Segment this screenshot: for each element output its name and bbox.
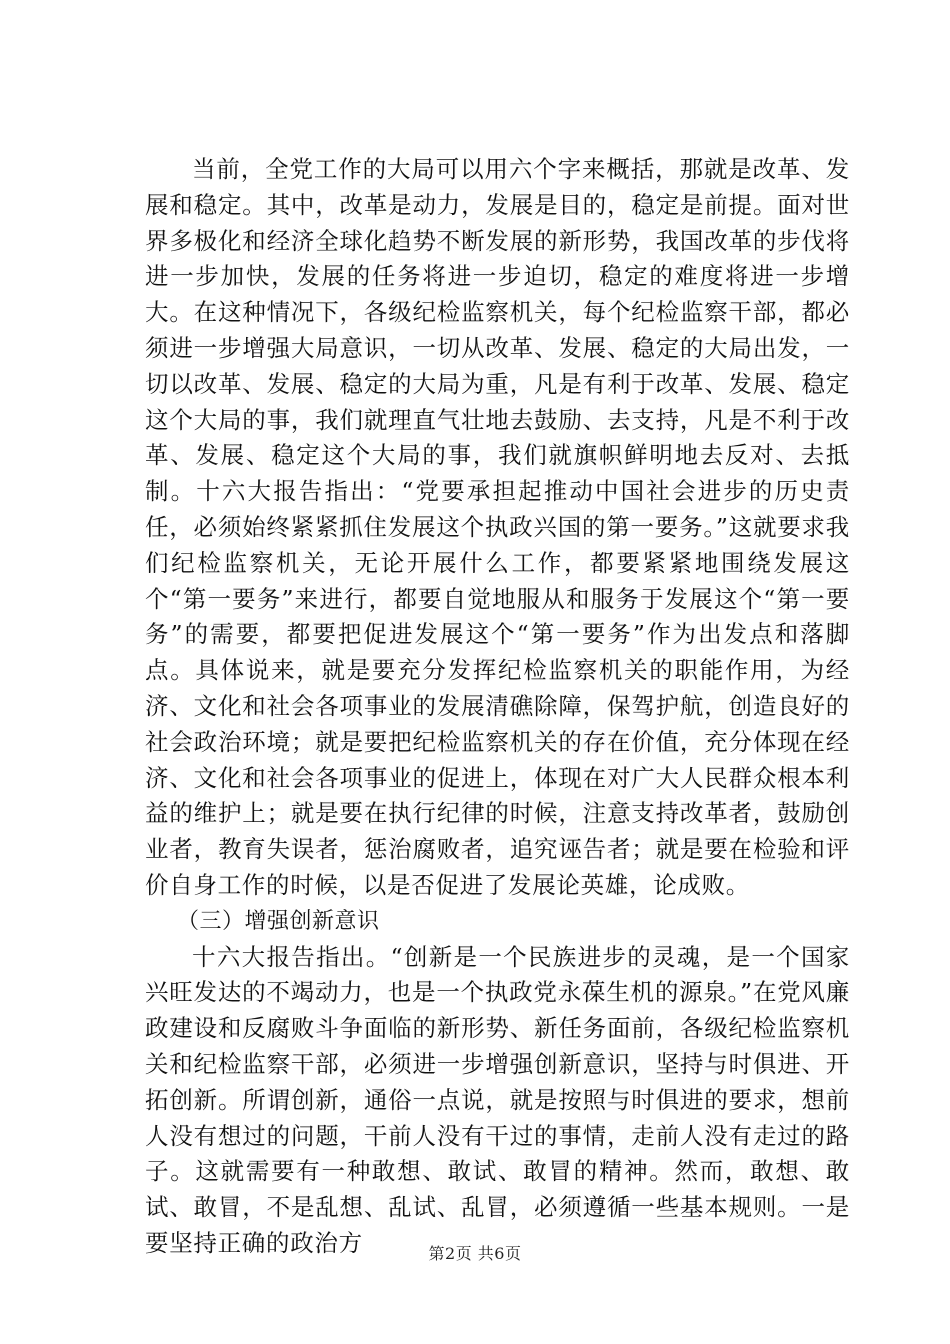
paragraph-innovation: 十六大报告指出。“创新是一个民族进步的灵魂，是一个国家兴旺发达的不竭动力，也是一个执政党永葆生机的源泉。”在党风廉政建设和反腐败斗争面临的新形势、新任务面前，各级纪检监察机关和纪检监察干部，必须进一步增强创新意识，坚持与时俱进、开拓创新。所谓创新，通俗一点说，就是按照与时俱进的要求，想前人没有想过的问题，干前人没有干过的事情，走前人没有走过的路子。这就需要有一种敢想、敢试、敢冒的精神。然而，敢想、敢试、敢冒，不是乱想、乱试、乱冒，必须遵循一些基本规则。一是要坚持正确的政治方: [145, 942, 850, 1257]
paragraph-overall-situation: 当前，全党工作的大局可以用六个字来概括，那就是改革、发展和稳定。其中，改革是动力，发展是目的，稳定是前提。面对世界多极化和经济全球化趋势不断发展的新形势，我国改革的步伐将进一步加快，发展的任务将进一步迫切，稳定的难度将进一步增大。在这种情况下，各级纪检监察机关，每个纪检监察干部，都必须进一步增强大局意识，一切从改革、发展、稳定的大局出发，一切以改革、发展、稳定的大局为重，凡是有利于改革、发展、稳定这个大局的事，我们就理直气壮地去鼓励、去支持，凡是不利于改革、发展、稳定这个大局的事，我们就旗帜鲜明地去反对、去抵制。十六大报告指出：“党要承担起推动中国社会进步的历史责任，必须始终紧紧抓住发展这个执政兴国的第一要务。”这就要求我们纪检监察机关，无论开展什么工作，都要紧紧地围绕发展这个“第一要务”来进行，都要自觉地服从和服务于发展这个“第一要务”的需要，都要把促进发展这个“第一要务”作为出发点和落脚点。具体说来，就是要充分发挥纪检监察机关的职能作用，为经济、文化和社会各项事业的发展清礁除障，保驾护航，创造良好的社会政治环境；就是要把纪检监察机关的存在价值，充分体现在经济、文化和社会各项事业的促进上，体现在对广大人民群众根本利益的维护上；就是要在执行纪律的时候，注意支持改革者，鼓励创业者，教育失误者，惩治腐败者，追究诬告者；就是要在检验和评价自身工作的时候，以是否促进了发展论英雄，论成败。: [145, 155, 850, 899]
document-body: [145, 152, 850, 1262]
section-heading-innovation: （三）增强创新意识: [177, 908, 380, 934]
page-number-footer: 第2页 共6页: [428, 1244, 522, 1263]
